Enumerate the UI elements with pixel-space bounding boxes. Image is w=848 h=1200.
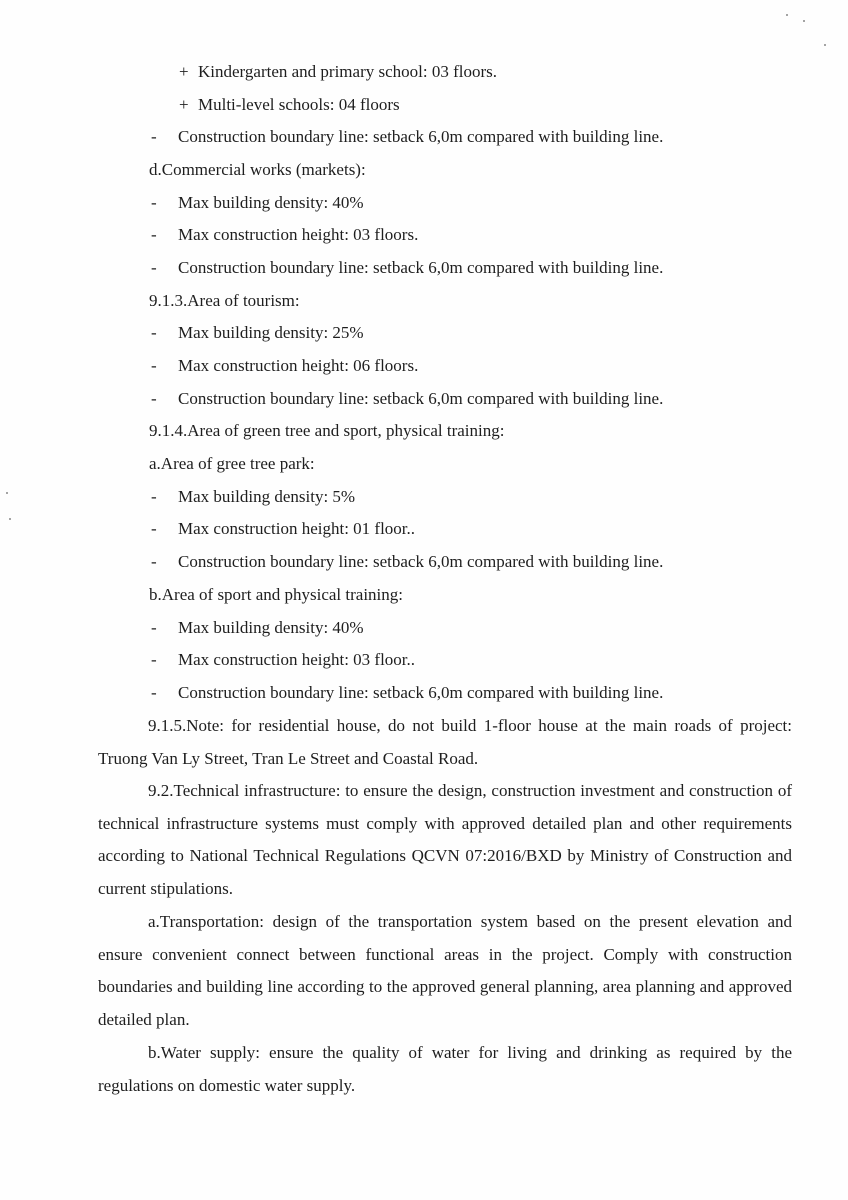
list-item-text: Max construction height: 03 floors. <box>178 225 419 244</box>
list-item <box>0 350 848 383</box>
scan-speck <box>824 44 826 46</box>
list-item-text: Max construction height: 06 floors. <box>178 356 419 375</box>
dash-marker: - <box>151 683 157 702</box>
dash-marker: - <box>151 225 157 244</box>
list-item-text: Max building density: 40% <box>178 193 364 212</box>
list-item <box>0 383 848 416</box>
dash-marker: - <box>151 323 157 342</box>
list-item-text: Max building density: 25% <box>178 323 364 342</box>
list-item <box>0 187 848 220</box>
list-item-text: Max building density: 40% <box>178 618 364 637</box>
list-item-text: Construction boundary line: setback 6,0m compared with building line. <box>178 683 664 702</box>
list-item-text: Max building density: 5% <box>178 487 356 506</box>
list-item <box>0 219 848 252</box>
dash-marker: - <box>151 552 157 571</box>
dash-marker: - <box>151 618 157 637</box>
plus-marker: + <box>179 95 189 114</box>
section-heading <box>0 285 848 318</box>
subsection-heading-text: a.Area of gree tree park: <box>149 454 315 473</box>
transportation-text: a.Transportation: design of the transportation system based on the present elevation and ensure convenient connect between functional areas in the project. Comply with construction boundaries and building line according to the approved general planning, area planning and approved detailed plan. <box>98 912 792 1030</box>
section-heading <box>0 415 848 448</box>
dash-marker: - <box>151 258 157 277</box>
section-heading <box>0 154 848 187</box>
dash-marker: - <box>151 193 157 212</box>
list-item-text: Max construction height: 03 floor.. <box>178 650 416 669</box>
list-item-text: Kindergarten and primary school: 03 floors. <box>198 62 498 81</box>
dash-marker: - <box>151 487 157 506</box>
list-item <box>0 481 848 514</box>
dash-marker: - <box>151 389 157 408</box>
dash-marker: - <box>151 356 157 375</box>
list-item <box>0 513 848 546</box>
list-item <box>0 644 848 677</box>
technical-paragraph <box>98 775 792 906</box>
list-item-text: Construction boundary line: setback 6,0m compared with building line. <box>178 389 664 408</box>
subsection-heading-text: b.Area of sport and physical training: <box>149 585 403 604</box>
scan-speck <box>803 20 805 22</box>
note-text: 9.1.5.Note: for residential house, do not build 1-floor house at the main roads of project: Truong Van Ly Street, Tran Le Street and Coastal Road. <box>98 716 792 768</box>
list-item <box>0 89 848 122</box>
note-paragraph <box>98 710 792 775</box>
list-item-text: Construction boundary line: setback 6,0m compared with building line. <box>178 127 664 146</box>
list-item <box>0 612 848 645</box>
list-item-text: Multi-level schools: 04 floors <box>198 95 400 114</box>
list-item <box>0 317 848 350</box>
list-item-text: Construction boundary line: setback 6,0m compared with building line. <box>178 552 664 571</box>
section-heading-text: 9.1.4.Area of green tree and sport, physical training: <box>149 421 505 440</box>
list-item <box>0 252 848 285</box>
water-supply-text: b.Water supply: ensure the quality of water for living and drinking as required by the regulations on domestic water supply. <box>98 1043 792 1095</box>
dash-marker: - <box>151 650 157 669</box>
plus-marker: + <box>179 62 189 81</box>
list-item <box>0 56 848 89</box>
water-supply-paragraph <box>98 1037 792 1102</box>
section-heading-text: 9.1.3.Area of tourism: <box>149 291 300 310</box>
list-item <box>0 677 848 710</box>
section-heading-text: d.Commercial works (markets): <box>149 160 366 179</box>
list-item <box>0 121 848 154</box>
technical-text: 9.2.Technical infrastructure: to ensure the design, construction investment and construction of technical infrastructure systems must comply with approved detailed plan and other requirements according to National Technical Regulations QCVN 07:2016/BXD by Ministry of Construction and current stipulations. <box>98 781 792 899</box>
subsection-heading <box>0 579 848 612</box>
transportation-paragraph <box>98 906 792 1037</box>
subsection-heading <box>0 448 848 481</box>
list-item-text: Max construction height: 01 floor.. <box>178 519 416 538</box>
list-item <box>0 546 848 579</box>
scan-speck <box>786 14 788 16</box>
dash-marker: - <box>151 127 157 146</box>
list-item-text: Construction boundary line: setback 6,0m compared with building line. <box>178 258 664 277</box>
dash-marker: - <box>151 519 157 538</box>
